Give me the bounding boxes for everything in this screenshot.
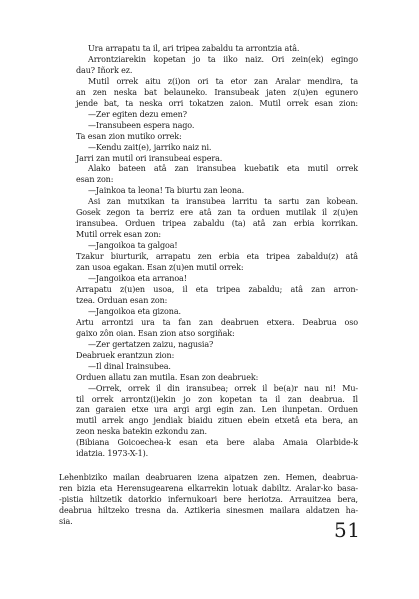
- text-line: Arrapatu z(u)en usoa, il eta tripea zabaldu; atâ zan arron-: [76, 284, 358, 294]
- page-number: 51: [334, 518, 361, 542]
- text-line: Mutil orrek aitu z(i)on ori ta etor zan Aralar mendira, ta: [88, 76, 358, 86]
- text-line: Ta esan zion mutiko orrek:: [76, 131, 182, 141]
- text-line: —Jangoikoa ta galgoa!: [88, 241, 178, 251]
- text-line: gaixo zôn oian. Esan zion atso sorgiñak:: [76, 328, 235, 338]
- commentary-paragraph: [59, 473, 358, 528]
- text-line: —Jangoikoa eta arranoa!: [88, 274, 187, 284]
- text-line: jende bat, ta neska orri tokatzen zaion. Mutil orrek esan zion:: [76, 98, 358, 108]
- text-line: idatzia. 1973-X-1).: [76, 449, 149, 459]
- text-line: Ura arrapatu ta il, ari tripea zabaldu ta arrontzia atâ.: [88, 44, 300, 53]
- text-line: zan usoa egakan. Esan z(u)en mutil orrek:: [76, 263, 244, 273]
- text-line: Deabruek erantzun zion:: [76, 350, 175, 360]
- text-line: til orrek arrontz(i)ekin jo zon kopetan ta il zan deabrua. Il: [76, 394, 358, 404]
- text-line: —Zer gertatzen zaizu, nagusia?: [88, 339, 214, 349]
- text-line: Alako bateen atâ zan iransubea kuebatik eta mutil orrek: [88, 164, 358, 174]
- text-line: Orduen allatu zan mutila. Esan zon deabruek:: [76, 372, 259, 382]
- text-line: Mutil orrek esan zon:: [76, 230, 161, 240]
- text-line: —Il dinal Irainsubea.: [88, 361, 171, 371]
- commentary-line: ren bizia eta Herensugearena elkarrekin lotuak dabiltz. Aralar-ko basa-: [59, 483, 358, 493]
- text-line: (Bibiana Goicoechea-k esan eta bere alaba Amaia Olarbide-k: [76, 438, 358, 448]
- text-line: Gosek zegon ta berriz ere atâ zan ta orduen mutilak il z(u)en: [76, 208, 358, 218]
- folk-tale-text: [76, 44, 358, 460]
- text-line: Artu arrontzi ura ta fan zan deabruen etxera. Deabrua oso: [76, 317, 358, 327]
- text-line: Asi zan mutxikan ta iransubea larritu ta sartu zan kobean.: [88, 197, 358, 207]
- text-line: mutil arrek ango jendiak biaidu zituen ebein etxetâ eta bera, an: [76, 416, 358, 426]
- text-line: an zen neska bat belauneko. Iransubeak jaten z(u)en egunero: [76, 87, 358, 97]
- text-line: —Zer egiten dezu emen?: [88, 109, 187, 119]
- commentary-line: Lehenbiziko mailan deabruaren izena aipatzen zen. Hemen, deabrua-: [59, 473, 358, 482]
- text-line: dau? Iñork ez.: [76, 65, 133, 75]
- text-line: esan zon:: [76, 175, 114, 185]
- text-line: tzea. Orduan esan zon:: [76, 295, 168, 305]
- text-line: —Jainkoa ta leona! Ta biurtu zan leona.: [88, 186, 245, 196]
- text-line: —Kendu zait(e), jarriko naiz ni.: [88, 142, 212, 152]
- text-line: Jarri zan mutil ori iransubeai espera.: [76, 153, 223, 163]
- commentary-line: -pistia hiltzetik datorkio infernukoari bere heriotza. Arrauitzea bera,: [59, 494, 358, 504]
- commentary-line: sia.: [59, 516, 73, 526]
- text-line: zeon neska batekin ezkondu zan.: [76, 427, 207, 437]
- text-line: —Jangoikoa eta gizona.: [88, 306, 181, 316]
- text-line: Arrontziarekin kopetan jo ta iiko naiz. Ori zein(ek) egingo: [88, 54, 358, 64]
- commentary-line: deabrua hiltzeko tresna da. Aztikeria sinesmen mailara aldatzen ha-: [59, 505, 358, 515]
- text-line: Tzakur biurturik, arrapatu zen erbia eta tripea zabaldu(z) atâ: [76, 252, 358, 262]
- text-line: —Orrek, orrek il din iransubea; orrek il be(a)r nau ni! Mu-: [88, 383, 358, 393]
- text-line: zan garaien etxe ura argi argi egin zan. Len ilunpetan. Orduen: [76, 405, 358, 415]
- text-line: —Iransubeen espera nago.: [88, 120, 195, 130]
- text-line: iransubea. Orduen tripea zabaldu (ta) atâ zan erbia korrikan.: [76, 219, 358, 229]
